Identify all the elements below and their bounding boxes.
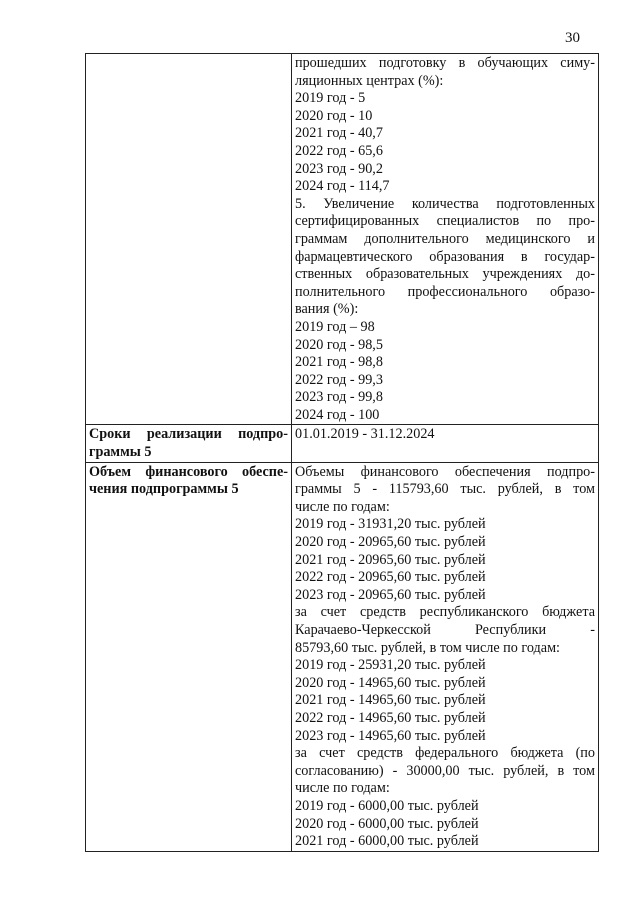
indicator-values-cell — [292, 54, 599, 425]
text-line: 2022 год - 20965,60 тыс. рублей — [295, 569, 486, 586]
text-line: 2023 год - 99,8 — [295, 389, 383, 406]
text-line: 2023 год - 90,2 — [295, 160, 383, 177]
row-label-terms — [86, 425, 292, 462]
text-line: числе по годам: — [295, 498, 390, 515]
text-line: 2019 год - 6000,00 тыс. рублей — [295, 797, 479, 814]
page-number: 30 — [565, 30, 580, 46]
text-line: ляционных центрах (%): — [295, 72, 444, 89]
text-line: 2019 год - 31931,20 тыс. рублей — [295, 516, 486, 533]
text-line: 2021 год - 20965,60 тыс. рублей — [295, 551, 486, 568]
text-line: вания (%): — [295, 301, 359, 318]
text-line: фармацевтического образования в государ- — [295, 248, 595, 265]
label-line: граммы 5 — [89, 444, 152, 461]
text-line: Карачаево-Черкесской Республики - — [295, 622, 595, 638]
text-line: числе по годам: — [295, 780, 390, 797]
terms-value-cell — [292, 425, 599, 462]
text-line: 2020 год - 14965,60 тыс. рублей — [295, 674, 486, 691]
text-line: 2024 год - 114,7 — [295, 178, 390, 195]
text-line: 2020 год - 10 — [295, 107, 373, 124]
text-line: 2023 год - 14965,60 тыс. рублей — [295, 727, 486, 744]
text-line: за счет средств республиканского бюджета — [295, 604, 595, 621]
text-line: граммам дополнительного медицинского и — [295, 230, 595, 247]
text-line: 2020 год - 98,5 — [295, 336, 383, 353]
text-line: 2023 год - 20965,60 тыс. рублей — [295, 586, 486, 603]
text-line: ственных образовательных учреждениях до- — [295, 266, 595, 283]
table-row — [86, 425, 599, 462]
funding-values-cell — [292, 462, 599, 851]
table-row — [86, 462, 599, 851]
text-line: 2021 год - 6000,00 тыс. рублей — [295, 833, 479, 850]
text-line: 85793,60 тыс. рублей, в том числе по годам: — [295, 639, 560, 656]
terms-value: 01.01.2019 - 31.12.2024 — [295, 426, 435, 443]
text-line: за счет средств федерального бюджета (по — [295, 745, 595, 762]
text-line: 2019 год - 5 — [295, 90, 366, 107]
text-line: 2019 год - 25931,20 тыс. рублей — [295, 657, 486, 674]
text-line: 2024 год - 100 — [295, 406, 380, 423]
row-label-empty — [86, 54, 292, 425]
text-line: согласованию) - 30000,00 тыс. рублей, в том — [295, 762, 595, 779]
label-line: Объем финансового обеспе- — [89, 463, 288, 480]
text-line: полнительного профессионального образо- — [295, 283, 595, 300]
text-line: 2021 год - 14965,60 тыс. рублей — [295, 692, 486, 709]
label-line: Сроки реализации подпро- — [89, 426, 288, 443]
text-line: 2022 год - 99,3 — [295, 371, 383, 388]
row-label-funding — [86, 462, 292, 851]
passport-table — [85, 53, 599, 852]
text-line: 2020 год - 20965,60 тыс. рублей — [295, 534, 486, 551]
text-line: 2021 год - 98,8 — [295, 354, 383, 371]
text-line: 5. Увеличение количества подготовленных — [295, 195, 595, 212]
text-line: 2021 год - 40,7 — [295, 125, 383, 142]
table-row — [86, 54, 599, 425]
text-line: Объемы финансового обеспечения подпро- — [295, 463, 595, 480]
text-line: сертифицированных специалистов по про- — [295, 213, 595, 230]
text-line: 2022 год - 65,6 — [295, 142, 383, 159]
text-line: прошедших подготовку в обучающих симу- — [295, 55, 595, 71]
text-line: граммы 5 - 115793,60 тыс. рублей, в том — [295, 481, 595, 498]
label-line: чения подпрограммы 5 — [89, 481, 239, 498]
text-line: 2019 год – 98 — [295, 318, 375, 335]
text-line: 2022 год - 14965,60 тыс. рублей — [295, 709, 486, 726]
text-line: 2020 год - 6000,00 тыс. рублей — [295, 815, 479, 832]
